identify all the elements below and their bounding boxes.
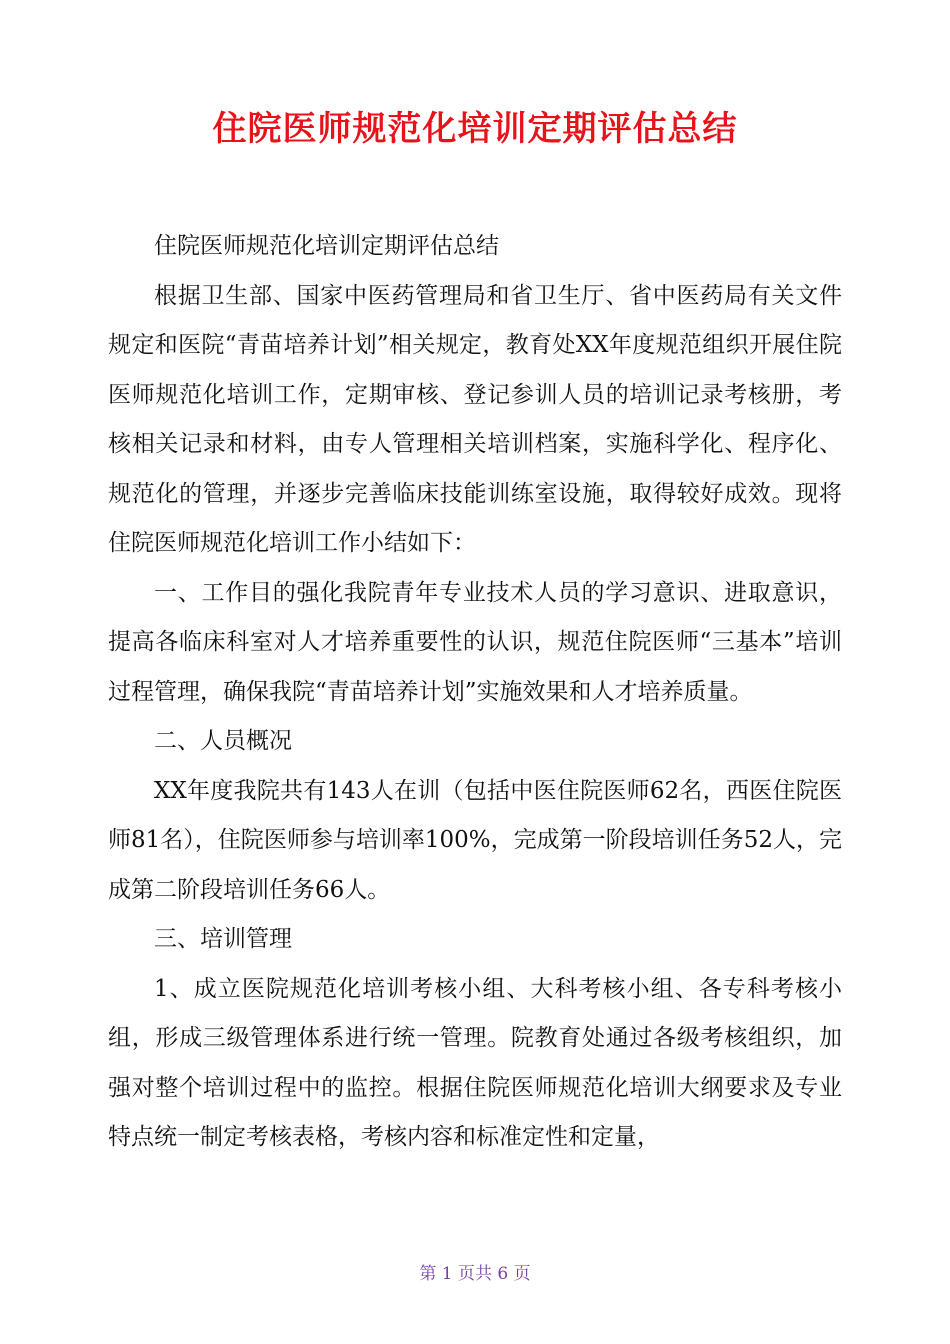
paragraph-section-2: XX年度我院共有143人在训（包括中医住院医师62名，西医住院医师81名），住院医师参与培训率100%，完成第一阶段培训任务52人，完成第二阶段培训任务66人。 (108, 777, 842, 903)
paragraph-section-1: 一、工作目的强化我院青年专业技术人员的学习意识、进取意识，提高各临床科室对人才培养重要性的认识，规范住院医师“三基本”培训过程管理，确保我院“青苗培养计划”实施效果和人才培养质量。 (108, 579, 842, 705)
document-title: 住院医师规范化培训定期评估总结 (212, 109, 738, 149)
paragraph-intro: 根据卫生部、国家中医药管理局和省卫生厅、省中医药局有关文件规定和医院“青苗培养计划”相关规定，教育处XX年度规范组织开展住院医师规范化培训工作，定期审核、登记参训人员的培训记录考核册，考核相关记录和材料，由专人管理相关培训档案，实施科学化、程序化、规范化的管理，并逐步完善临床技能训练室设施，取得较好成效。现将住院医师规范化培训工作小结如下： (108, 282, 842, 556)
section-heading-3: 三、培训管理 (154, 926, 292, 952)
document-body (108, 222, 842, 1163)
page-number-footer: 第 1 页共 6 页 (419, 1264, 531, 1284)
paragraph-subtitle: 住院医师规范化培训定期评估总结 (154, 233, 499, 259)
paragraph-section-3-item-1: 1、成立医院规范化培训考核小组、大科考核小组、各专科考核小组，形成三级管理体系进行统一管理。院教育处通过各级考核组织，加强对整个培训过程中的监控。根据住院医师规范化培训大纲要求及专业特点统一制定考核表格，考核内容和标准定性和定量， (108, 975, 842, 1150)
section-heading-2: 二、人员概况 (154, 728, 292, 754)
